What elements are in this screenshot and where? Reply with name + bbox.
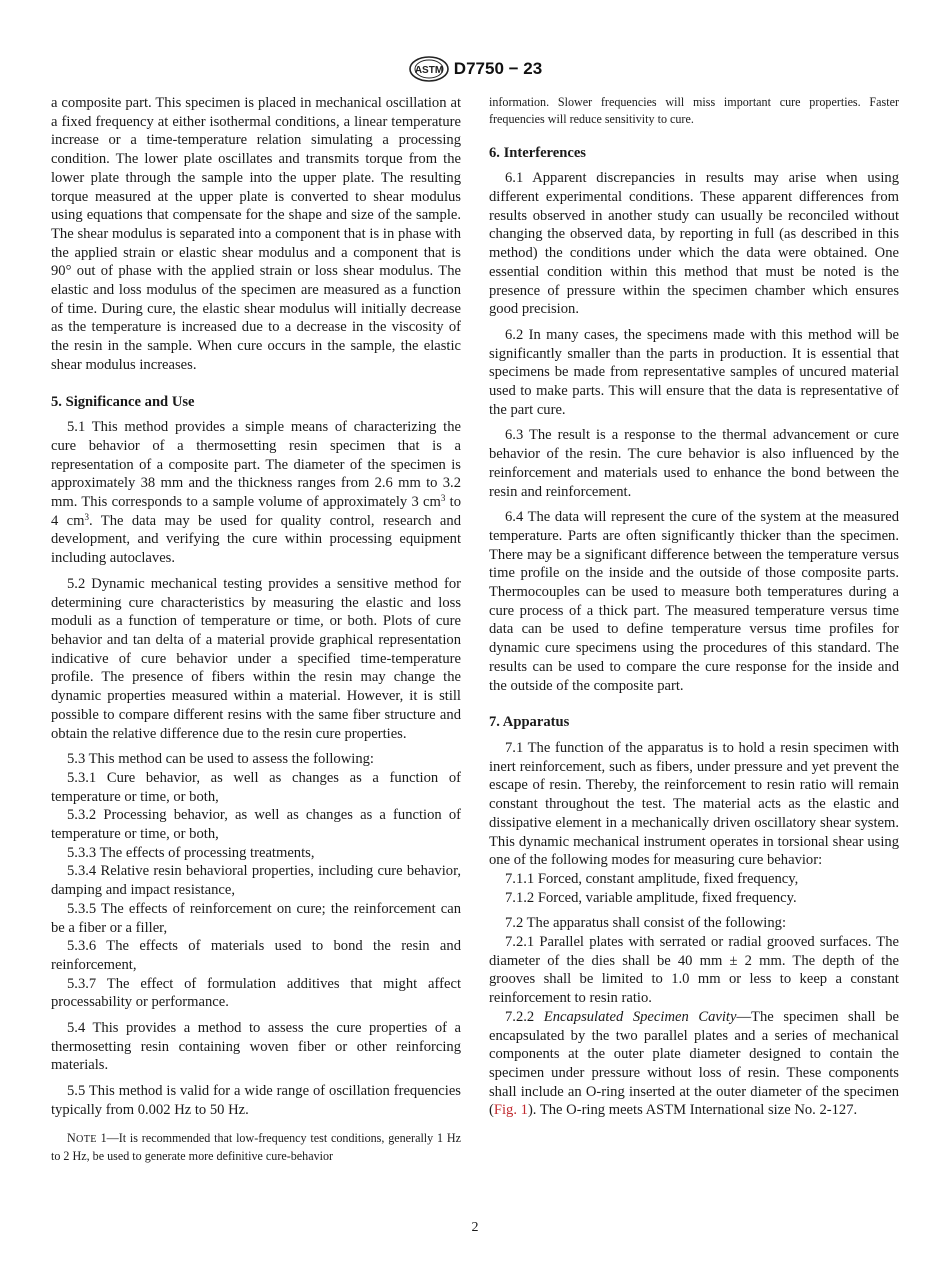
page-number: 2 [471, 1220, 479, 1235]
figure-1-link[interactable]: Fig. 1 [493, 1102, 528, 1119]
paragraph-7-2: 7.2 The apparatus shall consist of the following: [505, 915, 787, 932]
paragraph-6-2: 6.2 In many cases, the specimens made with this method will be significantly smaller than the parts in production. It is essential that specimens be made from representative samples of uncured material used to make parts. This will ensure that the data is representative of the part cure. [489, 326, 899, 418]
paragraph-7-1-2: 7.1.2 Forced, variable amplitude, fixed frequency. [505, 889, 797, 906]
note-1-continued: information. Slower frequencies will miss important cure properties. Faster frequencies will reduce sensitivity to cure. [489, 95, 899, 126]
paragraph-5-3-4: 5.3.4 Relative resin behavioral properties, including cure behavior, damping and impact resistance, [51, 863, 461, 899]
page-header [0, 56, 950, 82]
right-column [489, 94, 899, 1120]
paragraph-7-1: 7.1 The function of the apparatus is to hold a resin specimen with inert reinforcement, such as fibers, under pressure and yet prevent the escape of resin. Thereby, the reinforcement to resin ratio will remain constant throughout the test. The material acts as the elastic and dissipative element in a mechanically driven oscillatory shear system. This dynamic mechanical instrument operates in torsional shear using one of the following modes for measuring cure behavior: [489, 739, 899, 869]
astm-logo-icon [408, 56, 450, 82]
paragraph-7-1-1: 7.1.1 Forced, constant amplitude, fixed frequency, [505, 870, 799, 887]
section-5-heading: 5. Significance and Use [51, 393, 195, 410]
section-6-heading: 6. Interferences [489, 144, 586, 161]
intro-paragraph: a composite part. This specimen is placed in mechanical oscillation at a fixed frequency at either isothermal conditions, a linear temperature increase or a time-temperature relation simulating a processing condition. The lower plate oscillates and transmits torque from the lower plate through the sample into the upper plate. The resulting torque measured at the upper plate is converted to shear modulus using equations that compensate for the shape and size of the sample. The shear modulus is separated into a component that is in phase with the applied strain or elastic shear modulus and a component that is 90° out of phase with the applied strain or loss shear modulus. The elastic and loss modulus of the specimen are measured as a function of time. During cure, the elastic shear modulus will initially decrease as the temperature is increased due to a decrease in the viscosity of the resin in the sample. When cure occurs in the sample, the elastic shear modulus increases. [51, 95, 461, 373]
section-7-heading: 7. Apparatus [489, 714, 570, 731]
paragraph-5-5: 5.5 This method is valid for a wide range of oscillation frequencies typically from 0.002 Hz to 50 Hz. [51, 1083, 461, 1118]
paragraph-6-1: 6.1 Apparent discrepancies in results may arise when using different experimental conditions. These apparent differences from results observed in another study can usually be reconciled without changing the observed data, by reporting in full (as described in this method) the conditions under which the data were obtained. One essential condition within this method that must be noted is the presence of pressure within the specimen chamber which ensures good precision. [489, 170, 899, 318]
paragraph-6-3: 6.3 The result is a response to the thermal advancement or cure behavior of the resin. The cure behavior is also influenced by the reinforcement and materials used to enhance the bond between the resin and reinforcement. [489, 427, 899, 500]
document-designation: D7750 − 23 [453, 59, 543, 78]
paragraph-5-3-3: 5.3.3 The effects of processing treatments, [67, 844, 315, 861]
paragraph-5-3: 5.3 This method can be used to assess the following: [67, 751, 374, 768]
paragraph-5-1: 5.1 This method provides a simple means of characterizing the cure behavior of a thermosetting resin specimen that is a representation of a composite part. The diameter of the specimen is approximately 38 mm and the thickness ranges from 2.6 mm to 3.2 mm. This corresponds to a sample volume of approximately 3 $cm^3$ to 4 $cm^3$. The data may be used for quality control, research and development, and verifying the cure within processing equipment including autoclaves. [51, 419, 461, 567]
paragraph-5-4: 5.4 This provides a method to assess the cure properties of a thermosetting resin containing woven fiber or other reinforcing materials. [51, 1020, 461, 1074]
paragraph-7-2-1: 7.2.1 Parallel plates with serrated or radial grooved surfaces. The diameter of the dies shall be 40 mm ± 2 mm. The depth of the grooves shall be limited to 1.0 mm or less to keep a constant reinforcement to resin ratio. [489, 934, 899, 1007]
paragraph-6-4: 6.4 The data will represent the cure of the system at the measured temperature. Parts are often significantly thicker than the specimen. There may be a significant difference between the temperature versus time profile on the inside and the outside of those composite parts. Thermocouples can be used to measure both temperatures during a cure process of a thick part. The measured temperature versus time data can be used to define temperature versus time profiles for dynamic cure specimens using the procedures of this standard. The results can be used to compare the cure response for the inside and the outside of the composite part. [489, 509, 899, 694]
paragraph-7-2-2: 7.2.2 Encapsulated Specimen Cavity—The specimen shall be encapsulated by the two parallel plates and a series of mechanical components at the outer plate diameter designed to contain the specimen under pressure without loss of resin. These components shall include an O-ring inserted at the outer diameter of the specimen (Fig. 1). The O-ring meets ASTM International size No. 2-127. [489, 1008, 899, 1119]
paragraph-5-3-7: 5.3.7 The effect of formulation additives that might affect processability or performance. [51, 975, 461, 1011]
paragraph-5-3-1: 5.3.1 Cure behavior, as well as changes as a function of temperature or time, or both, [51, 769, 461, 805]
left-column [51, 94, 461, 1165]
svg-text:ASTM: ASTM [414, 65, 443, 76]
note-1: NOTE 1—It is recommended that low-frequency test conditions, generally 1 Hz to 2 Hz, be used to generate more definitive cure-behavior [51, 1130, 461, 1164]
paragraph-5-3-5: 5.3.5 The effects of reinforcement on cure; the reinforcement can be a fiber or a filler, [51, 900, 461, 936]
paragraph-5-3-6: 5.3.6 The effects of materials used to bond the resin and reinforcement, [51, 938, 461, 973]
paragraph-5-2: 5.2 Dynamic mechanical testing provides a sensitive method for determining cure characteristics by measuring the elastic and loss moduli as a function of temperature or time, or both. Plots of cure behavior and tan delta of a material provide graphical representation indicative of cure behavior under a specified time-temperature profile. The presence of fibers within the resin may change the dynamic properties measured within a material. However, it is still possible to compare different resins with the same fiber structure and obtain the relative difference due to the resin cure properties. [51, 575, 461, 742]
paragraph-5-3-2: 5.3.2 Processing behavior, as well as changes as a function of temperature or time, or both, [51, 807, 461, 843]
